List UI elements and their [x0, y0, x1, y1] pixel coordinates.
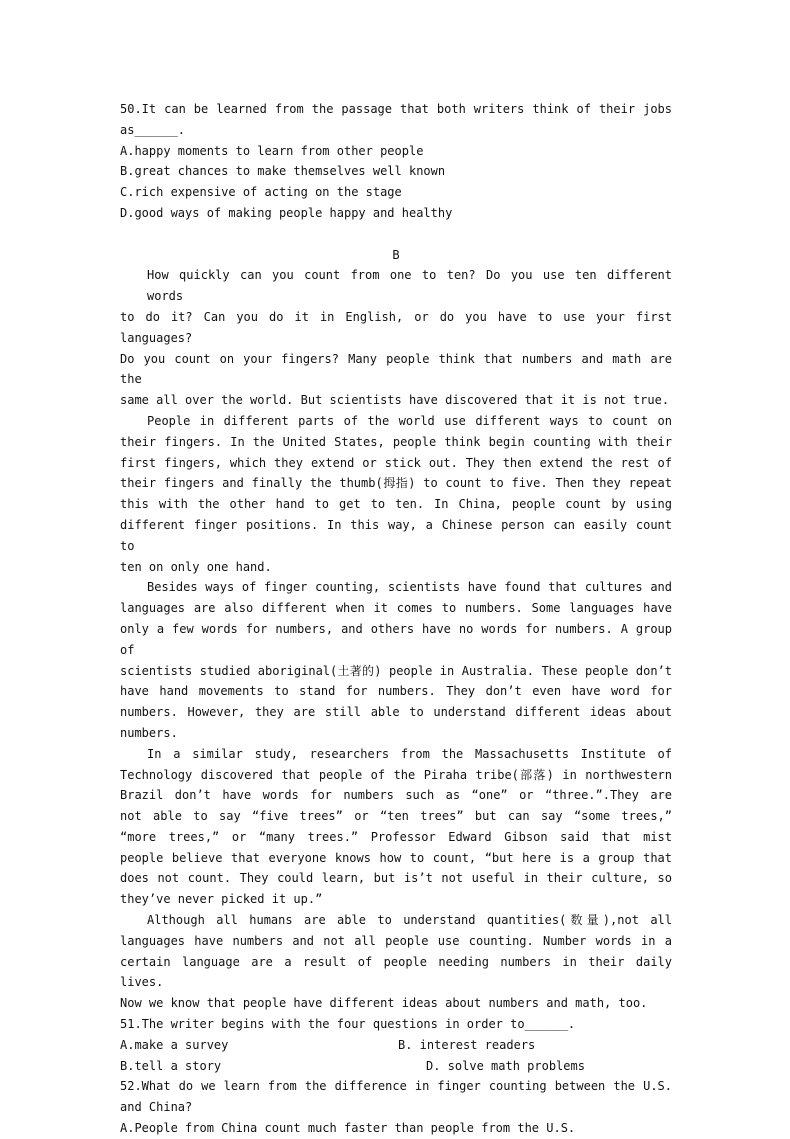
passage-line: scientists studied aboriginal(土著的) people in Australia. These people don’t: [120, 663, 672, 678]
passage-line: same all over the world. But scientists have discovered that it is not true.: [120, 393, 670, 408]
passage-line: People in different parts of the world use different ways to count on: [147, 413, 672, 428]
passage-line: their fingers. In the United States, people think begin counting with their: [120, 434, 672, 449]
passage-line: How quickly can you count from one to ten? Do you use ten different words: [147, 268, 672, 304]
q50-option-c: C.rich expensive of acting on the stage: [120, 185, 402, 200]
passage-line: numbers. However, they are still able to understand different ideas about: [120, 705, 672, 720]
q51-option-c: B.tell a story: [120, 1058, 222, 1073]
passage-line: does not count. They could learn, but is’t not useful in their culture, so: [120, 871, 672, 886]
section-title: B: [392, 247, 400, 262]
passage-line: people believe that everyone knows how to count, “but here is a group that: [120, 850, 672, 865]
passage-line: In a similar study, researchers from the Massachusetts Institute of: [147, 746, 672, 761]
q52-option-a: A.People from China count much faster than people from the U.S.: [120, 1121, 576, 1136]
passage-line: only a few words for numbers, and others have no words for numbers. A group of: [120, 621, 672, 657]
passage-line: Although all humans are able to understand quantities(数量),not all: [147, 913, 672, 928]
passage-line: Brazil don’t have words for numbers such as “one” or “three.”.They are: [120, 788, 672, 803]
passage-line: their fingers and finally the thumb(拇指) to count to five. Then they repeat: [120, 476, 672, 491]
q50-stem: 50.It can be learned from the passage that both writers think of their jobs: [120, 102, 672, 116]
passage-line: numbers.: [120, 725, 178, 740]
passage-line: Do you count on your fingers? Many people think that numbers and math are the: [120, 351, 672, 387]
passage-line: Technology discovered that people of the Piraha tribe(部落) in northwestern: [120, 767, 672, 782]
passage: [120, 265, 672, 1014]
q51-option-a: A.make a survey: [120, 1037, 229, 1052]
q52-stem: 52.What do we learn from the difference in finger counting between the U.S.: [120, 1079, 672, 1094]
passage-line: certain language are a result of people needing numbers in their daily lives.: [120, 954, 672, 990]
passage-line: this with the other hand to get to ten. In China, people count by using: [120, 497, 672, 512]
passage-line: different finger positions. In this way, a Chinese person can easily count to: [120, 517, 672, 553]
passage-line: “more trees,” or “many trees.” Professor Edward Gibson said that mist: [120, 829, 672, 844]
passage-line: first fingers, which they extend or stick out. They then extend the rest of: [120, 455, 672, 470]
passage-line: Besides ways of finger counting, scientists have found that cultures and: [147, 580, 672, 595]
passage-line: they’ve never picked it up.”: [120, 892, 323, 907]
passage-line: not able to say “five trees” or “ten trees” but can say “some trees,”: [120, 809, 672, 824]
q51-option-b: B. interest readers: [398, 1037, 536, 1052]
passage-line: languages are also different when it comes to numbers. Some languages have: [120, 601, 672, 616]
q50-stem-cont: as______.: [120, 122, 186, 137]
q51-option-d: D. solve math problems: [426, 1058, 585, 1073]
q50-option-b: B.great chances to make themselves well known: [120, 164, 446, 179]
document-page: [120, 99, 672, 1139]
q52-stem-cont: and China?: [120, 1100, 193, 1115]
q51-stem: 51.The writer begins with the four questions in order to______.: [120, 1017, 576, 1032]
q50-option-a: A.happy moments to learn from other people: [120, 143, 424, 158]
passage-line: have hand movements to stand for numbers. They don’t even have word for: [120, 684, 672, 699]
passage-line: ten on only one hand.: [120, 559, 272, 574]
q50-option-d: D.good ways of making people happy and healthy: [120, 205, 453, 220]
passage-line: Now we know that people have different ideas about numbers and math, too.: [120, 996, 648, 1011]
passage-line: to do it? Can you do it in English, or do you have to use your first languages?: [120, 309, 672, 345]
passage-line: languages have numbers and not all people use counting. Number words in a: [120, 933, 672, 948]
